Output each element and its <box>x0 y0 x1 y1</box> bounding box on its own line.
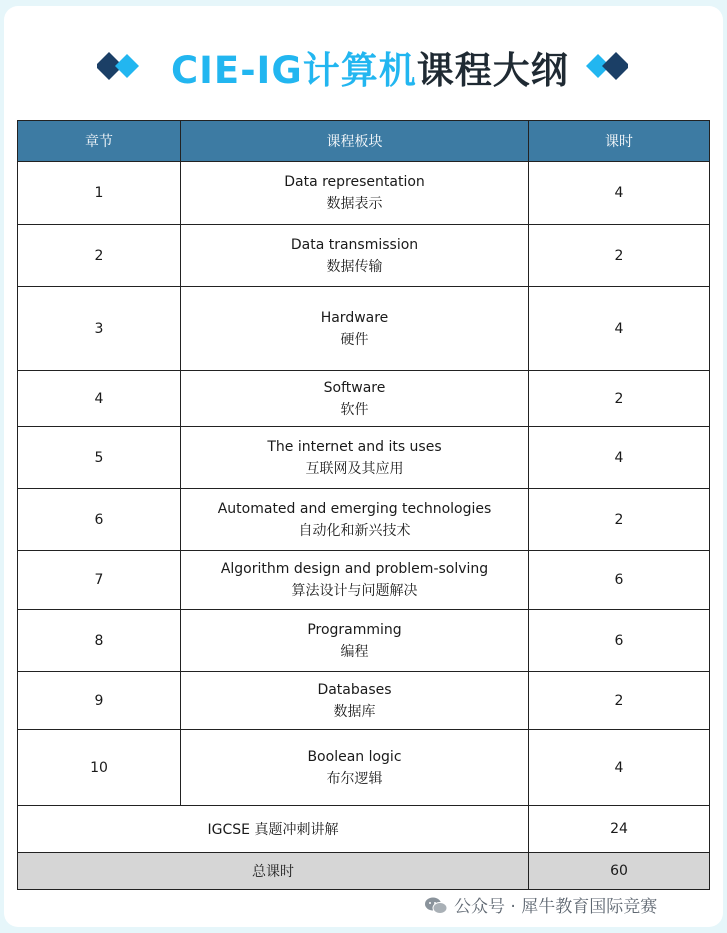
table-row <box>18 730 710 806</box>
module-zh: 数据表示 <box>326 196 383 212</box>
module-zh: 互联网及其应用 <box>305 460 404 477</box>
module-en: Algorithm design and problem-solving <box>220 561 489 577</box>
table-row <box>18 371 710 427</box>
module-en: The internet and its uses <box>267 438 442 455</box>
module-zh: 数据传输 <box>326 258 383 275</box>
chapter-cell: 4 <box>18 371 181 427</box>
wechat-icon <box>424 896 448 916</box>
module-cell <box>181 610 529 672</box>
page-title: CIE-IG计算机课程大纲 <box>171 49 569 92</box>
chapter-cell: 9 <box>18 672 181 730</box>
module-en: Boolean logic <box>307 748 402 765</box>
total-hours: 60 <box>529 853 710 890</box>
header-module: 课程板块 <box>181 121 529 162</box>
total-row <box>18 853 710 890</box>
module-zh: 软件 <box>340 401 369 418</box>
module-en: Automated and emerging technologies <box>217 500 492 517</box>
module-en: Hardware <box>320 309 389 326</box>
hours-cell: 2 <box>529 672 710 730</box>
chapter-cell: 1 <box>18 162 181 225</box>
watermark <box>424 892 657 917</box>
diamond-decoration-right-icon <box>580 50 628 82</box>
total-label: 总课时 <box>18 853 529 890</box>
chapter-cell: 6 <box>18 489 181 551</box>
table-row <box>18 287 710 371</box>
hours-cell: 4 <box>529 730 710 806</box>
watermark-text: 公众号 · 犀牛教育国际竞赛 <box>454 897 658 917</box>
module-cell <box>181 287 529 371</box>
hours-cell: 6 <box>529 610 710 672</box>
module-cell <box>181 162 529 225</box>
syllabus-table <box>17 120 710 890</box>
table-row <box>18 427 710 489</box>
hours-cell: 4 <box>529 287 710 371</box>
table-row <box>18 610 710 672</box>
table-row <box>18 225 710 287</box>
table-row <box>18 672 710 730</box>
module-en: Data transmission <box>290 236 419 253</box>
header-chapter: 章节 <box>18 121 181 162</box>
hours-cell: 4 <box>529 427 710 489</box>
module-en: Databases <box>317 681 392 698</box>
summary-hours: 24 <box>529 806 710 853</box>
table-header-row <box>18 121 710 162</box>
module-zh: 数据库 <box>333 703 376 720</box>
chapter-cell: 5 <box>18 427 181 489</box>
table-row <box>18 162 710 225</box>
summary-label: IGCSE 真题冲刺讲解 <box>18 806 529 853</box>
module-zh: 自动化和新兴技术 <box>298 522 411 539</box>
module-cell <box>181 672 529 730</box>
module-en: Programming <box>307 621 402 638</box>
hours-cell: 4 <box>529 162 710 225</box>
hours-cell: 2 <box>529 489 710 551</box>
chapter-cell: 8 <box>18 610 181 672</box>
chapter-cell: 10 <box>18 730 181 806</box>
chapter-cell: 2 <box>18 225 181 287</box>
module-en: Software <box>323 379 386 396</box>
module-en: Data representation <box>284 174 425 190</box>
hours-cell: 2 <box>529 225 710 287</box>
chapter-cell: 7 <box>18 551 181 610</box>
module-zh: 算法设计与问题解决 <box>291 583 418 599</box>
summary-row <box>18 806 710 853</box>
module-cell <box>181 551 529 610</box>
module-cell <box>181 730 529 806</box>
hours-cell: 2 <box>529 371 710 427</box>
module-cell <box>181 427 529 489</box>
module-zh: 编程 <box>340 643 369 660</box>
title-row <box>0 0 727 120</box>
module-cell <box>181 371 529 427</box>
module-cell <box>181 489 529 551</box>
module-cell <box>181 225 529 287</box>
table-row <box>18 489 710 551</box>
header-hours: 课时 <box>529 121 710 162</box>
module-zh: 硬件 <box>340 331 369 348</box>
table-row <box>18 551 710 610</box>
hours-cell: 6 <box>529 551 710 610</box>
diamond-decoration-left-icon <box>97 50 145 82</box>
module-zh: 布尔逻辑 <box>326 770 383 787</box>
chapter-cell: 3 <box>18 287 181 371</box>
